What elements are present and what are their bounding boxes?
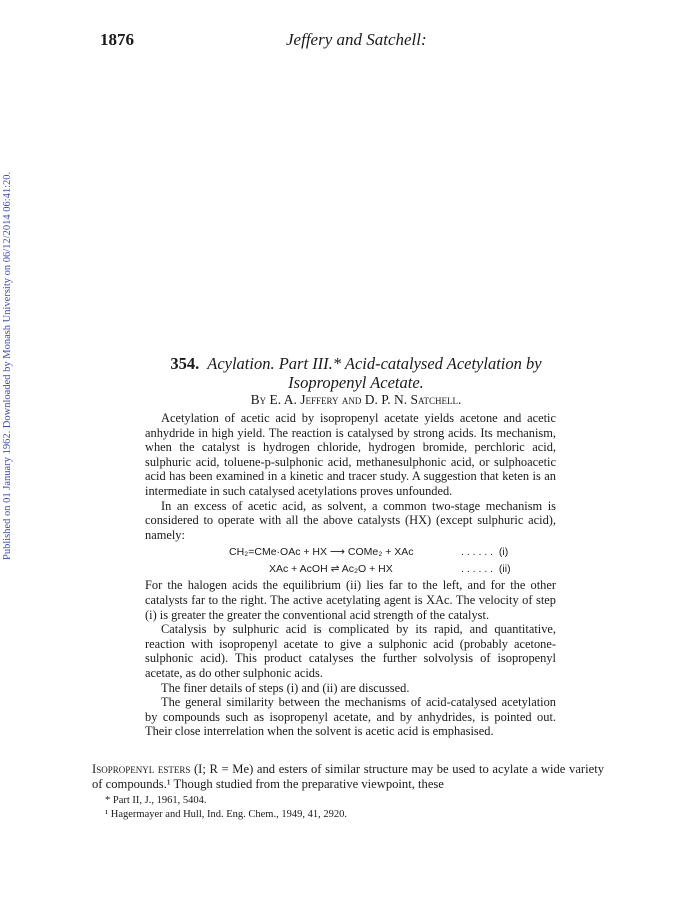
footnote: * Part II, J., 1961, 5404. (105, 795, 207, 806)
footnotes (105, 794, 347, 821)
running-title: Jeffery and Satchell: (286, 30, 427, 49)
page-number: 1876 (100, 30, 134, 49)
article-title (146, 354, 566, 392)
footnote: ¹ Hagermayer and Hull, Ind. Eng. Chem., 1949, 41, 2920. (105, 808, 347, 820)
article-title-line1: Acylation. Part III.* Acid-catalysed Acetylation by (207, 354, 542, 373)
equation-1: CH₂=CMe·OAc + HX ⟶ COMe₂ + XAc (229, 546, 414, 559)
abstract (145, 411, 556, 739)
abstract-paragraph: In an excess of acetic acid, as solvent, a common two-stage mechanism is considered to operate with all the above catalysts (HX) (except sulphuric acid), namely: (145, 498, 556, 542)
body-lead: Isopropenyl esters (92, 762, 191, 776)
abstract-paragraph: Catalysis by sulphuric acid is complicated by its rapid, and quantitative, reaction with isopropenyl acetate to give a sulphonic acid (probably acetone-sulphonic acid). This product catalyses the further solvolysis of isopropenyl acetate, as do other sulphonic acids. (145, 622, 556, 680)
article-number: 354. (170, 354, 200, 373)
article-title-line2: Isopropenyl Acetate. (288, 373, 424, 392)
publication-side-note[interactable]: Published on 01 January 1962. Downloaded by Monash University on 06/12/2014 06:41:20. (2, 171, 13, 560)
abstract-paragraph: The general similarity between the mechanisms of acid-catalysed acetylation by compounds such as isopropenyl acetate, and by anhydrides, is pointed out. Their close interrelation when the solvent is acetic acid is emphasised. (145, 695, 556, 739)
abstract-paragraph: The finer details of steps (i) and (ii) are discussed. (161, 680, 410, 695)
body-paragraph (92, 762, 604, 792)
body-text: (I; R = Me) and esters of similar structure may be used to acylate a wide variety of compounds.¹ Though studied from the preparative viewpoint, these (92, 762, 604, 791)
abstract-paragraph: Acetylation of acetic acid by isopropenyl acetate yields acetone and acetic anhydride in high yield. The reaction is catalysed by strong acids. Its mechanism, when the catalyst is hydrogen chloride, hydrogen bromide, perchloric acid, sulphuric acid, toluene-p-sulphonic acid, methanesulphonic acid, or sulphoacetic acid has been examined in a kinetic and tracer study. A suggestion that keten is an intermediate in such catalysed acetylations proves unfounded. (145, 411, 556, 498)
authors: By E. A. Jeffery and D. P. N. Satchell. (250, 392, 462, 407)
equation-2-label: . . . . . . (ii) (461, 563, 511, 576)
equation-1-label: . . . . . . (i) (461, 546, 509, 559)
equation-2: XAc + AcOH ⇌ Ac₂O + HX (269, 563, 393, 576)
equations-block (145, 542, 556, 578)
abstract-paragraph: For the halogen acids the equilibrium (ii) lies far to the left, and for the other catalysts far to the right. The active acetylating agent is XAc. The velocity of step (i) is greater the greater the conventional acid strength of the catalyst. (145, 578, 556, 622)
